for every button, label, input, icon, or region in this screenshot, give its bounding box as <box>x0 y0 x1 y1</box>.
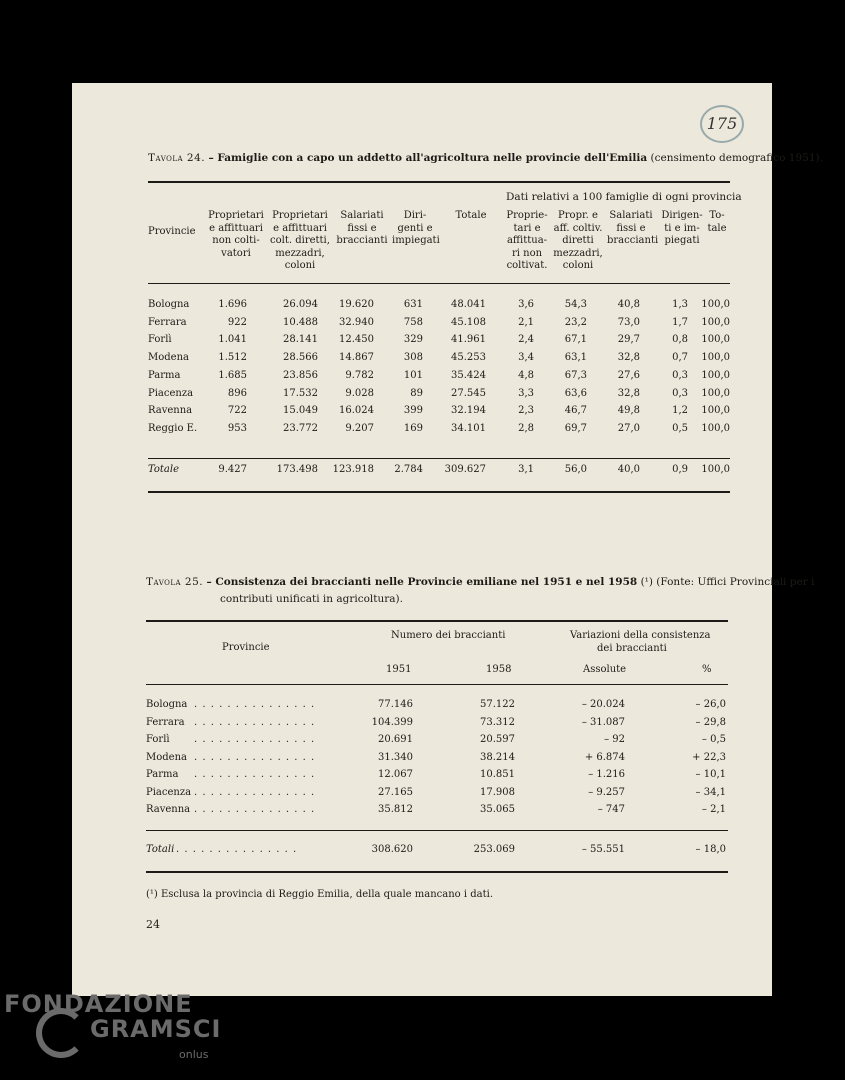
cell: 100,0 <box>701 369 730 381</box>
cell: 308.620 <box>371 844 413 855</box>
table-row <box>72 769 772 783</box>
watermark-logo <box>4 990 222 1061</box>
cell: 35.424 <box>451 369 486 381</box>
cell: 722 <box>227 405 247 417</box>
watermark-line1: FONDAZIONE <box>4 990 193 1018</box>
row-label: Ferrara <box>148 316 187 328</box>
row-label: Forlì <box>146 734 170 745</box>
cell: 104.399 <box>371 716 413 728</box>
cell: 3,4 <box>518 352 534 364</box>
cell: – 26,0 <box>695 699 726 710</box>
table-row <box>72 299 772 313</box>
cell: 1,3 <box>672 299 688 310</box>
leader-dots: . . . . . . . . . . . . . . . <box>194 786 316 798</box>
row-label: Ferrara <box>146 716 185 728</box>
cell: 0,3 <box>672 369 688 381</box>
cell: 1.512 <box>218 352 247 364</box>
cell: 17.908 <box>480 786 515 798</box>
cell: 45.108 <box>451 316 486 328</box>
cell: 17.532 <box>283 387 318 399</box>
cell: 758 <box>403 316 423 328</box>
table24-caption: Tavola 24. – Famiglie con a capo un addetto all'agricoltura nelle provincie dell'Emilia (censimento demografico 1951). <box>148 152 823 164</box>
table24-header-c2: Proprietari e affittuari colt. diretti, mezzadri, coloni <box>270 210 330 271</box>
table24-group-header: Dati relativi a 100 famiglie di ogni provincia <box>506 191 742 203</box>
table25-header-numero: Numero dei braccianti <box>391 630 506 641</box>
cell: 45.253 <box>451 352 486 364</box>
cell: 27,6 <box>617 369 640 381</box>
table-row <box>72 334 772 348</box>
cell: 35.065 <box>480 804 515 815</box>
cell: 56,0 <box>564 464 587 475</box>
leader-dots: . . . . . . . . . . . . . . . <box>194 751 316 763</box>
cell: 3,1 <box>518 464 534 475</box>
row-label: Modena <box>146 751 187 763</box>
cell: 16.024 <box>339 405 374 417</box>
table-row <box>72 717 772 731</box>
table24-header-c1: Proprietari e affittuari non colti- vatori <box>208 210 264 259</box>
table24-header-c9: Dirigen- ti e im- piegati <box>661 210 703 246</box>
cell: 10.851 <box>480 769 515 780</box>
cell: 40,8 <box>617 299 640 310</box>
cell: 67,3 <box>564 369 587 381</box>
table-row <box>72 804 772 818</box>
row-label: Piacenza <box>146 786 192 798</box>
cell: 308 <box>403 352 423 364</box>
table-row <box>72 752 772 766</box>
cell: 73,0 <box>617 316 640 328</box>
cell: 29,7 <box>617 334 640 346</box>
cell: – 10,1 <box>695 769 726 780</box>
cell: 0,3 <box>672 387 688 399</box>
cell: 28.141 <box>283 334 318 346</box>
row-label: Ravenna <box>148 405 193 417</box>
table24-header-c6: Proprie- tari e affittua- ri non coltivat. <box>506 210 548 271</box>
cell: 169 <box>403 422 423 434</box>
table24-header-rule <box>148 283 730 284</box>
cell: 1.041 <box>218 334 247 346</box>
cell: 100,0 <box>701 422 730 434</box>
cell: 77.146 <box>378 699 413 710</box>
cell: 1.696 <box>218 299 247 310</box>
cell: 73.312 <box>480 716 515 728</box>
cell: 48.041 <box>451 299 486 310</box>
leader-dots: . . . . . . . . . . . . . . . <box>194 769 316 780</box>
table25-top-rule <box>146 620 728 622</box>
table25-header-pct: % <box>702 664 712 675</box>
cell: – 31.087 <box>581 716 625 728</box>
table24-top-rule <box>148 181 730 183</box>
cell: 89 <box>410 387 423 399</box>
cell: 329 <box>403 334 423 346</box>
cell: + 6.874 <box>584 751 625 763</box>
cell: 123.918 <box>332 464 374 475</box>
cell: 32.940 <box>339 316 374 328</box>
gramsci-logo-icon <box>36 1008 86 1058</box>
cell: 4,8 <box>518 369 534 381</box>
row-label: Bologna <box>146 699 188 710</box>
table25-header-1951: 1951 <box>386 664 412 675</box>
cell: 63,1 <box>564 352 587 364</box>
cell: 14.867 <box>339 352 374 364</box>
table24-header-c8: Salariati fissi e braccianti <box>607 210 659 246</box>
table25-header-assolute: Assolute <box>583 664 627 675</box>
cell: 41.961 <box>451 334 486 346</box>
table24-header-c4: Diri- genti e impiegati <box>392 210 440 246</box>
table-row <box>72 388 772 402</box>
cell: 28.566 <box>283 352 318 364</box>
cell: 9.782 <box>345 369 374 381</box>
cell: 100,0 <box>701 334 730 346</box>
cell: 9.427 <box>218 464 247 475</box>
cell: 1,7 <box>672 316 688 328</box>
cell: – 747 <box>597 804 625 815</box>
table24-header-c5: Totale <box>455 210 487 221</box>
cell: 2,8 <box>518 422 534 434</box>
table25-header-province: Provincie <box>222 642 270 653</box>
page-number: 24 <box>146 918 160 931</box>
cell: – 9.257 <box>588 786 625 798</box>
cell: 20.597 <box>480 734 515 745</box>
table24-header-c7: Propr. e aff. coltiv. diretti mezzadri, coloni <box>553 210 603 271</box>
cell: 32,8 <box>617 352 640 364</box>
cell: 63,6 <box>564 387 587 399</box>
cell: 2.784 <box>394 464 423 475</box>
table-row <box>72 699 772 713</box>
cell: 40,0 <box>617 464 640 475</box>
cell: 23.856 <box>283 369 318 381</box>
cell: 1,2 <box>672 405 688 417</box>
cell: 2,4 <box>518 334 534 346</box>
cell: 27.545 <box>451 387 486 399</box>
document-page <box>72 83 823 996</box>
cell: 20.691 <box>378 734 413 745</box>
leader-dots: . . . . . . . . . . . . . . . <box>194 699 316 710</box>
footnote: (¹) Esclusa la provincia di Reggio Emilia, della quale mancano i dati. <box>146 889 494 900</box>
cell: – 20.024 <box>581 699 625 710</box>
cell: – 2,1 <box>701 804 726 815</box>
cell: 631 <box>403 299 423 310</box>
table25-caption-line2: contributi unificati in agricoltura). <box>220 593 403 605</box>
cell: 100,0 <box>701 299 730 310</box>
cell: 399 <box>403 405 423 417</box>
cell: – 55.551 <box>581 844 625 855</box>
table25-bottom-rule <box>146 871 728 873</box>
cell: 100,0 <box>701 352 730 364</box>
cell: 26.094 <box>283 299 318 310</box>
page-stamp: 175 <box>700 105 744 143</box>
leader-dots: . . . . . . . . . . . . . . . <box>194 716 316 728</box>
leader-dots: . . . . . . . . . . . . . . . <box>176 844 298 855</box>
cell: 10.488 <box>283 316 318 328</box>
table24-header-c3: Salariati fissi e braccianti <box>336 210 388 246</box>
table-row <box>72 405 772 419</box>
cell: 100,0 <box>701 387 730 399</box>
table25-caption: Tavola 25. – Consistenza dei braccianti nelle Provincie emiliane nel 1951 e nel 1958 (¹) (Fonte: Uffici Provinciali per i <box>146 576 815 588</box>
row-label: Modena <box>148 352 189 364</box>
cell: 32.194 <box>451 405 486 417</box>
row-label: Piacenza <box>148 387 194 399</box>
cell: 3,3 <box>518 387 534 399</box>
cell: 49,8 <box>617 405 640 417</box>
row-label: Forlì <box>148 334 172 346</box>
cell: 46,7 <box>564 405 587 417</box>
cell: – 92 <box>604 734 625 745</box>
row-label: Parma <box>146 769 179 780</box>
cell: 953 <box>227 422 247 434</box>
row-label: Totali <box>146 844 175 855</box>
cell: 27,0 <box>617 422 640 434</box>
table25-header-rule <box>146 684 728 685</box>
table-row <box>72 352 772 366</box>
table-row <box>72 317 772 331</box>
leader-dots: . . . . . . . . . . . . . . . <box>194 734 316 745</box>
row-label: Bologna <box>148 299 190 310</box>
watermark-line3: onlus <box>179 1048 209 1061</box>
table-total-row <box>72 844 772 858</box>
cell: 69,7 <box>564 422 587 434</box>
cell: 922 <box>227 316 247 328</box>
cell: 2,3 <box>518 405 534 417</box>
cell: 35.812 <box>378 804 413 815</box>
row-label: Ravenna <box>146 804 191 815</box>
cell: 253.069 <box>473 844 515 855</box>
cell: 57.122 <box>480 699 515 710</box>
cell: 9.028 <box>345 387 374 399</box>
cell: 0,5 <box>672 422 688 434</box>
table24-total-rule <box>148 458 730 459</box>
table25-header-1958: 1958 <box>486 664 512 675</box>
table-total-row <box>72 464 772 478</box>
cell: 1.685 <box>218 369 247 381</box>
cell: 896 <box>227 387 247 399</box>
row-label: Reggio E. <box>148 422 198 434</box>
table-row <box>72 423 772 437</box>
cell: 0,9 <box>672 464 688 475</box>
cell: – 0,5 <box>701 734 726 745</box>
cell: 54,3 <box>564 299 587 310</box>
cell: 2,1 <box>518 316 534 328</box>
table25-total-rule <box>146 830 728 831</box>
cell: 12.450 <box>339 334 374 346</box>
cell: 173.498 <box>276 464 318 475</box>
cell: 27.165 <box>378 786 413 798</box>
cell: 15.049 <box>283 405 318 417</box>
cell: 100,0 <box>701 405 730 417</box>
cell: 38.214 <box>480 751 515 763</box>
table-row <box>72 370 772 384</box>
table24-bottom-rule <box>148 491 730 493</box>
cell: 9.207 <box>345 422 374 434</box>
table24-header-c10: To- tale <box>707 210 727 234</box>
cell: 309.627 <box>444 464 486 475</box>
cell: + 22,3 <box>692 751 726 763</box>
cell: 34.101 <box>451 422 486 434</box>
cell: 101 <box>403 369 423 381</box>
cell: 23,2 <box>564 316 587 328</box>
watermark-line2: GRAMSCI <box>90 1015 222 1043</box>
cell: 31.340 <box>378 751 413 763</box>
cell: – 29,8 <box>695 716 726 728</box>
table-row <box>72 734 772 748</box>
cell: 12.067 <box>378 769 413 780</box>
cell: 19.620 <box>339 299 374 310</box>
cell: 0,7 <box>672 352 688 364</box>
row-label: Parma <box>148 369 181 381</box>
cell: 32,8 <box>617 387 640 399</box>
cell: 67,1 <box>564 334 587 346</box>
cell: – 34,1 <box>695 786 726 798</box>
leader-dots: . . . . . . . . . . . . . . . <box>194 804 316 815</box>
cell: – 18,0 <box>695 844 726 855</box>
cell: 3,6 <box>518 299 534 310</box>
cell: 100,0 <box>701 464 730 475</box>
table25-header-variazioni-1: Variazioni della consistenza <box>570 630 711 641</box>
table25-header-variazioni-2: dei braccianti <box>597 643 667 654</box>
cell: 0,8 <box>672 334 688 346</box>
cell: 23.772 <box>283 422 318 434</box>
table-row <box>72 787 772 801</box>
row-label: Totale <box>148 464 180 475</box>
cell: 100,0 <box>701 316 730 328</box>
table24-header-province: Provincie <box>148 226 196 237</box>
cell: – 1.216 <box>588 769 625 780</box>
